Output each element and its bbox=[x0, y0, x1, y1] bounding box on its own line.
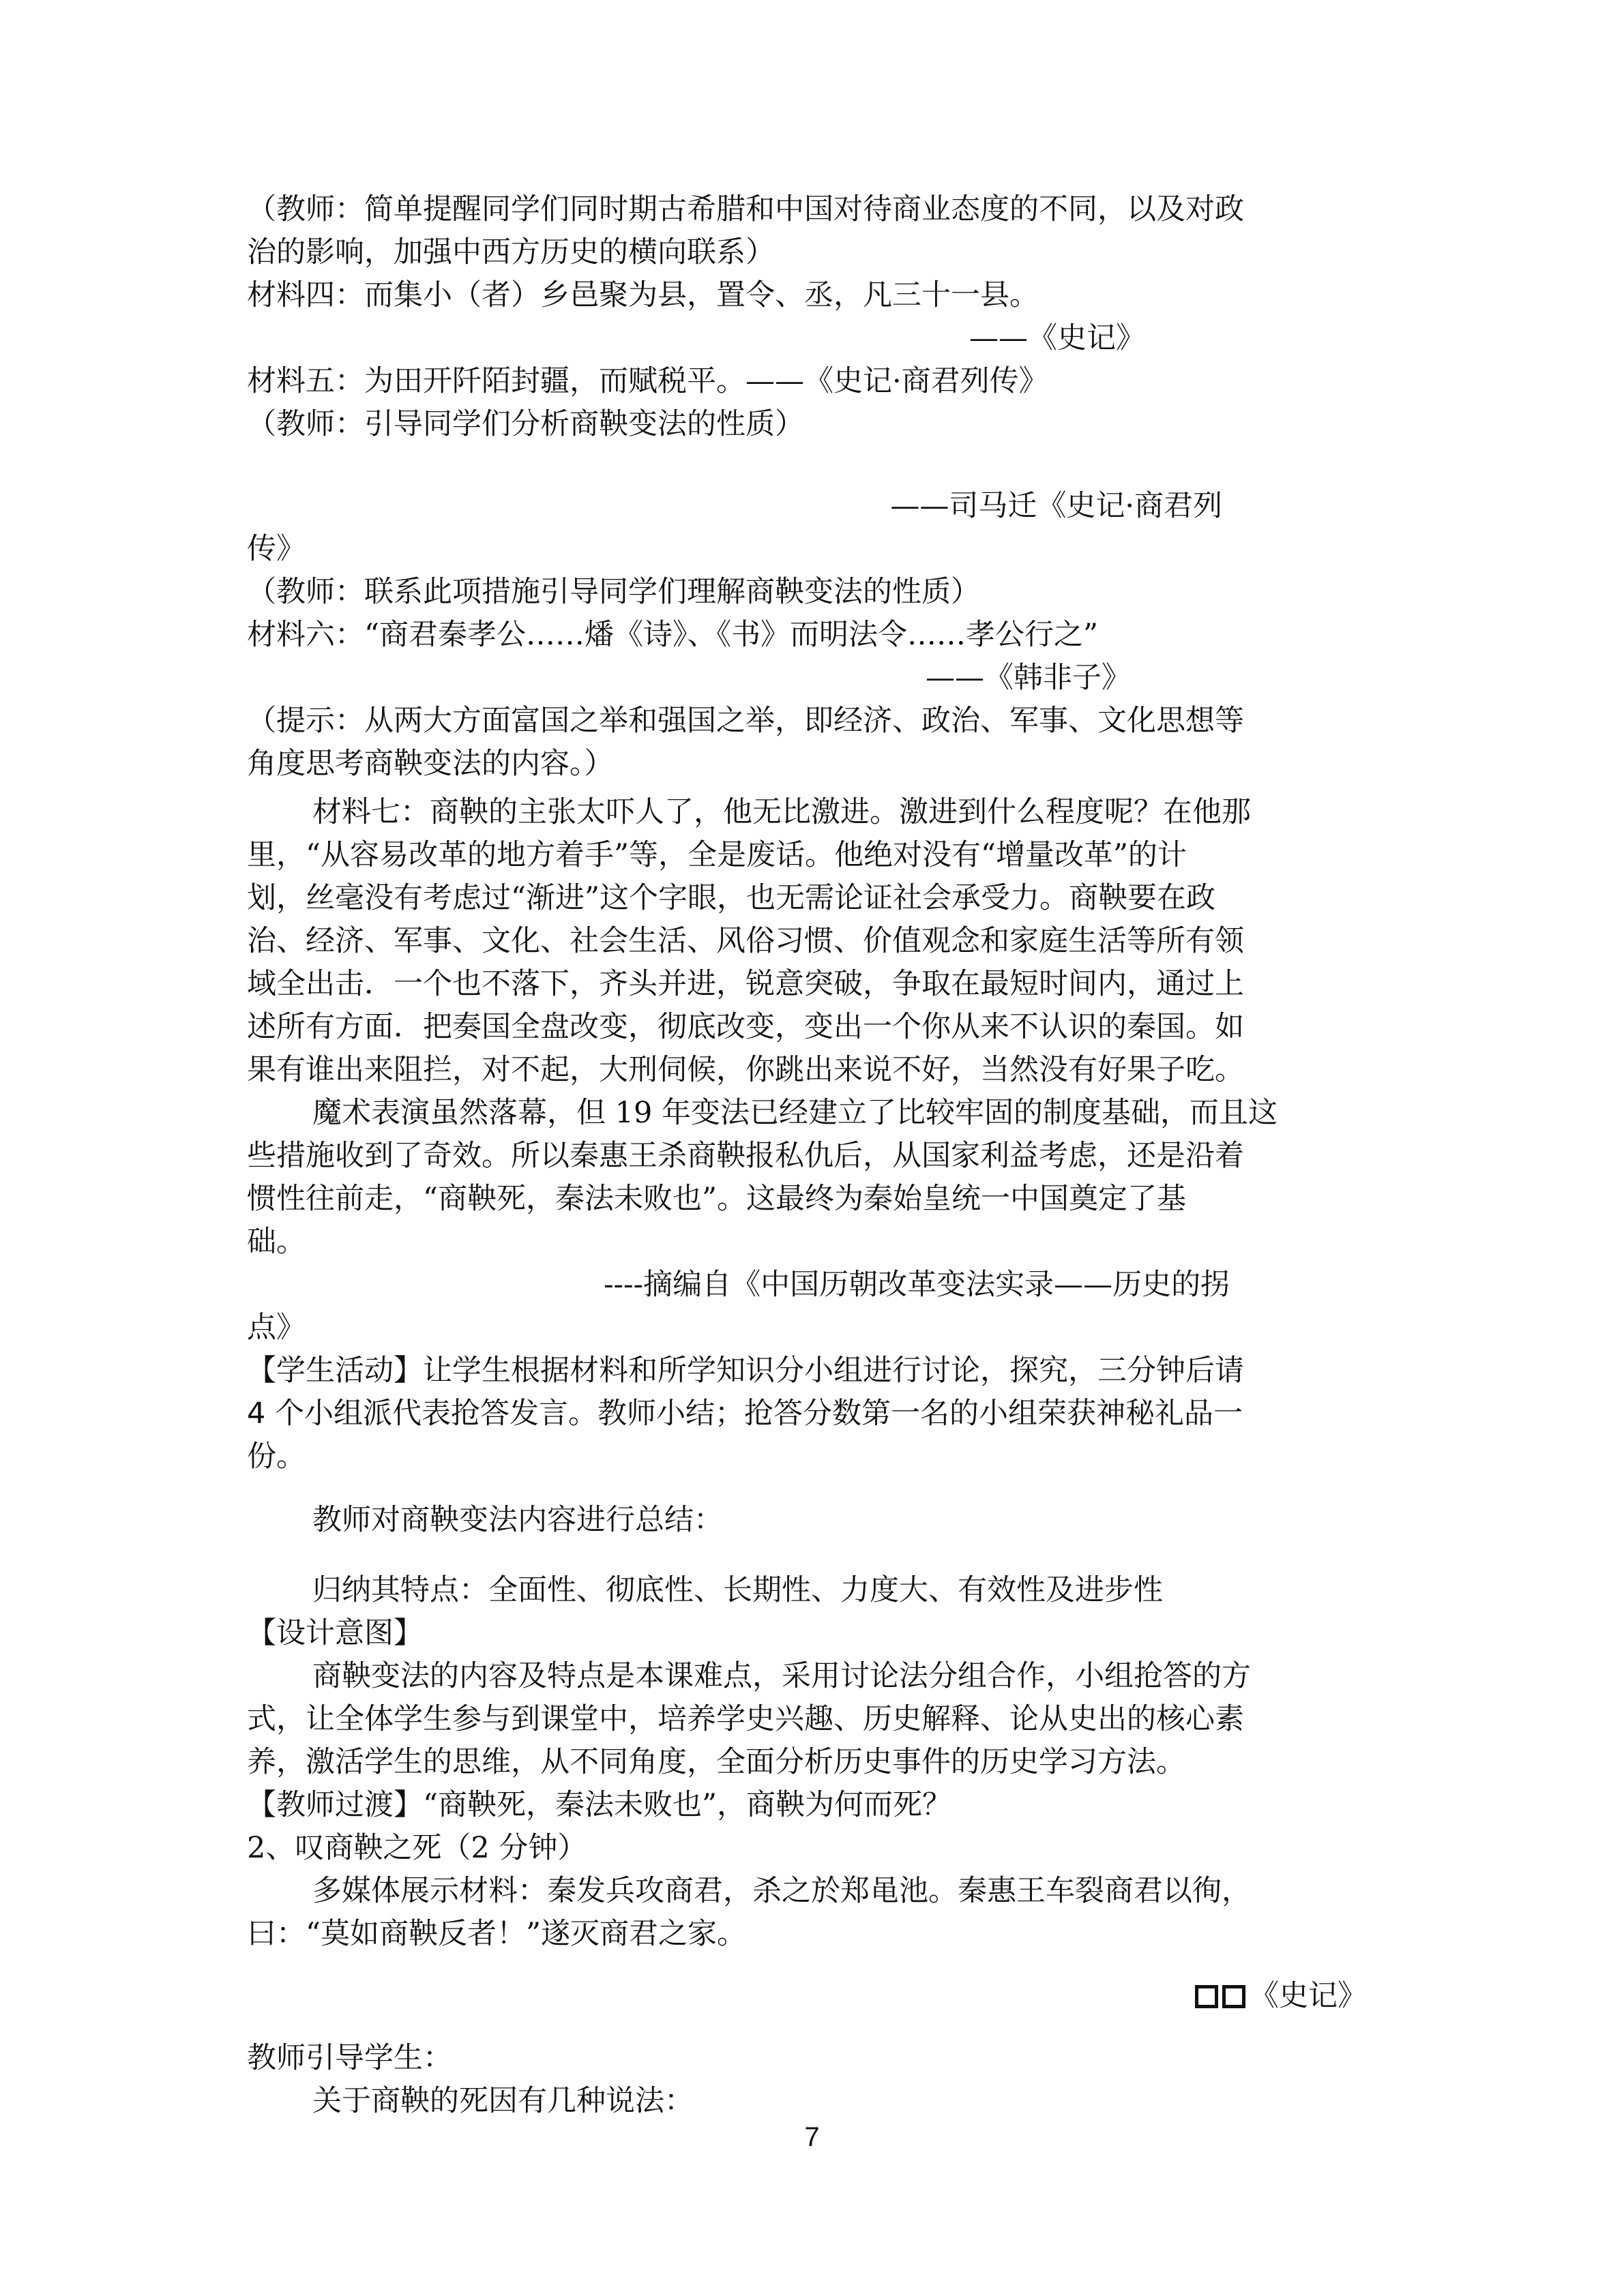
text-line: 多媒体展示材料：秦发兵攻商君，杀之於郑黾池。秦惠王车裂商君以徇， bbox=[312, 1874, 1251, 1908]
page-number: 7 bbox=[804, 2122, 820, 2152]
text-line: （教师：简单提醒同学们同时期古希腊和中国对待商业态度的不同，以及对政 bbox=[247, 192, 1244, 226]
text-line: 域全出击．一个也不落下，齐头并进，锐意突破，争取在最短时间内，通过上 bbox=[247, 967, 1244, 1001]
text-line: 角度思考商鞅变法的内容。） bbox=[247, 747, 614, 781]
text-line: （教师：联系此项措施引导同学们理解商鞅变法的性质） bbox=[247, 575, 980, 609]
text-line: 4 个小组派代表抢答发言。教师小结；抢答分数第一名的小组荣获神秘礼品一 bbox=[247, 1397, 1243, 1431]
text-line: 里，“从容易改革的地方着手”等，全是废话。他绝对没有“增量改革”的计 bbox=[247, 838, 1187, 872]
text-line: 商鞅变法的内容及特点是本课难点，采用讨论法分组合作，小组抢答的方 bbox=[312, 1659, 1251, 1693]
text-line: 材料六：“商君秦孝公……燔《诗》、《书》而明法令……孝公行之” bbox=[247, 618, 1098, 652]
source-citation bbox=[247, 1975, 1379, 2018]
text-line: 传》 bbox=[247, 532, 306, 566]
text-line: 教师对商鞅变法内容进行总结： bbox=[312, 1503, 723, 1537]
text-line: （教师：引导同学们分析商鞅变法的性质） bbox=[247, 407, 804, 441]
text-line: 【教师过渡】“商鞅死，秦法未败也”，商鞅为何而死？ bbox=[247, 1788, 951, 1822]
source-title: 《史记》 bbox=[1250, 1979, 1367, 2013]
text-line: 材料七：商鞅的主张太吓人了，他无比激进。激进到什么程度呢？在他那 bbox=[312, 795, 1251, 829]
square-box-icon bbox=[1222, 1985, 1245, 2008]
text-line: 养，激活学生的思维，从不同角度，全面分析历史事件的历史学习方法。 bbox=[247, 1745, 1185, 1779]
text-line: 归纳其特点：全面性、彻底性、长期性、力度大、有效性及进步性 bbox=[312, 1573, 1163, 1607]
document-body bbox=[247, 188, 1379, 2123]
text-line: 【学生活动】让学生根据材料和所学知识分小组进行讨论，探究，三分钟后请 bbox=[247, 1354, 1244, 1388]
text-line: 治的影响，加强中西方历史的横向联系） bbox=[247, 235, 775, 269]
text-line: 治、经济、军事、文化、社会生活、风俗习惯、价值观念和家庭生活等所有领 bbox=[247, 924, 1244, 958]
text-line: 2、叹商鞅之死（2 分钟） bbox=[247, 1831, 587, 1865]
text-line: 点》 bbox=[247, 1311, 306, 1345]
text-line: 魔术表演虽然落幕，但 19 年变法已经建立了比较牢固的制度基础，而且这 bbox=[312, 1096, 1278, 1130]
text-line: 式，让全体学生参与到课堂中，培养学史兴趣、历史解释、论从史出的核心素 bbox=[247, 1702, 1244, 1736]
section-heading: 【设计意图】 bbox=[247, 1616, 423, 1650]
text-line: 曰：“莫如商鞅反者！”遂灭商君之家。 bbox=[247, 1917, 746, 1951]
source-citation: ——《史记》 bbox=[969, 321, 1145, 355]
text-line: 关于商鞅的死因有几种说法： bbox=[312, 2084, 694, 2118]
text-line: 划，丝毫没有考虑过“渐进”这个字眼，也无需论证社会承受力。商鞅要在政 bbox=[247, 881, 1215, 915]
text-line: 份。 bbox=[247, 1440, 306, 1474]
text-line: 述所有方面．把奏国全盘改变，彻底改变，变出一个你从来不认识的秦国。如 bbox=[247, 1010, 1244, 1044]
text-line: 些措施收到了奇效。所以秦惠王杀商鞅报私仇后，从国家利益考虑，还是沿着 bbox=[247, 1139, 1244, 1173]
text-line: 教师引导学生： bbox=[247, 2041, 452, 2075]
source-citation: ——司马迁《史记·商君列 bbox=[890, 489, 1222, 523]
text-line: 材料四：而集小（者）乡邑聚为县，置令、丞，凡三十一县。 bbox=[247, 278, 1039, 312]
text-line: 材料五：为田开阡陌封疆，而赋税平。——《史记·商君列传》 bbox=[247, 364, 1048, 398]
source-citation: ——《韩非子》 bbox=[926, 661, 1131, 695]
text-line: （提示：从两大方面富国之举和强国之举，即经济、政治、军事、文化思想等 bbox=[247, 704, 1244, 738]
square-box-icon bbox=[1195, 1985, 1218, 2008]
text-line: 惯性往前走，“商鞅死，秦法未败也”。这最终为秦始皇统一中国奠定了基 bbox=[247, 1182, 1186, 1216]
text-line: 果有谁出来阻拦，对不起，大刑伺候，你跳出来说不好，当然没有好果子吃。 bbox=[247, 1053, 1244, 1087]
source-citation: ----摘编自《中国历朝改革变法实录——历史的拐 bbox=[604, 1268, 1230, 1302]
text-line: 础。 bbox=[247, 1225, 306, 1259]
